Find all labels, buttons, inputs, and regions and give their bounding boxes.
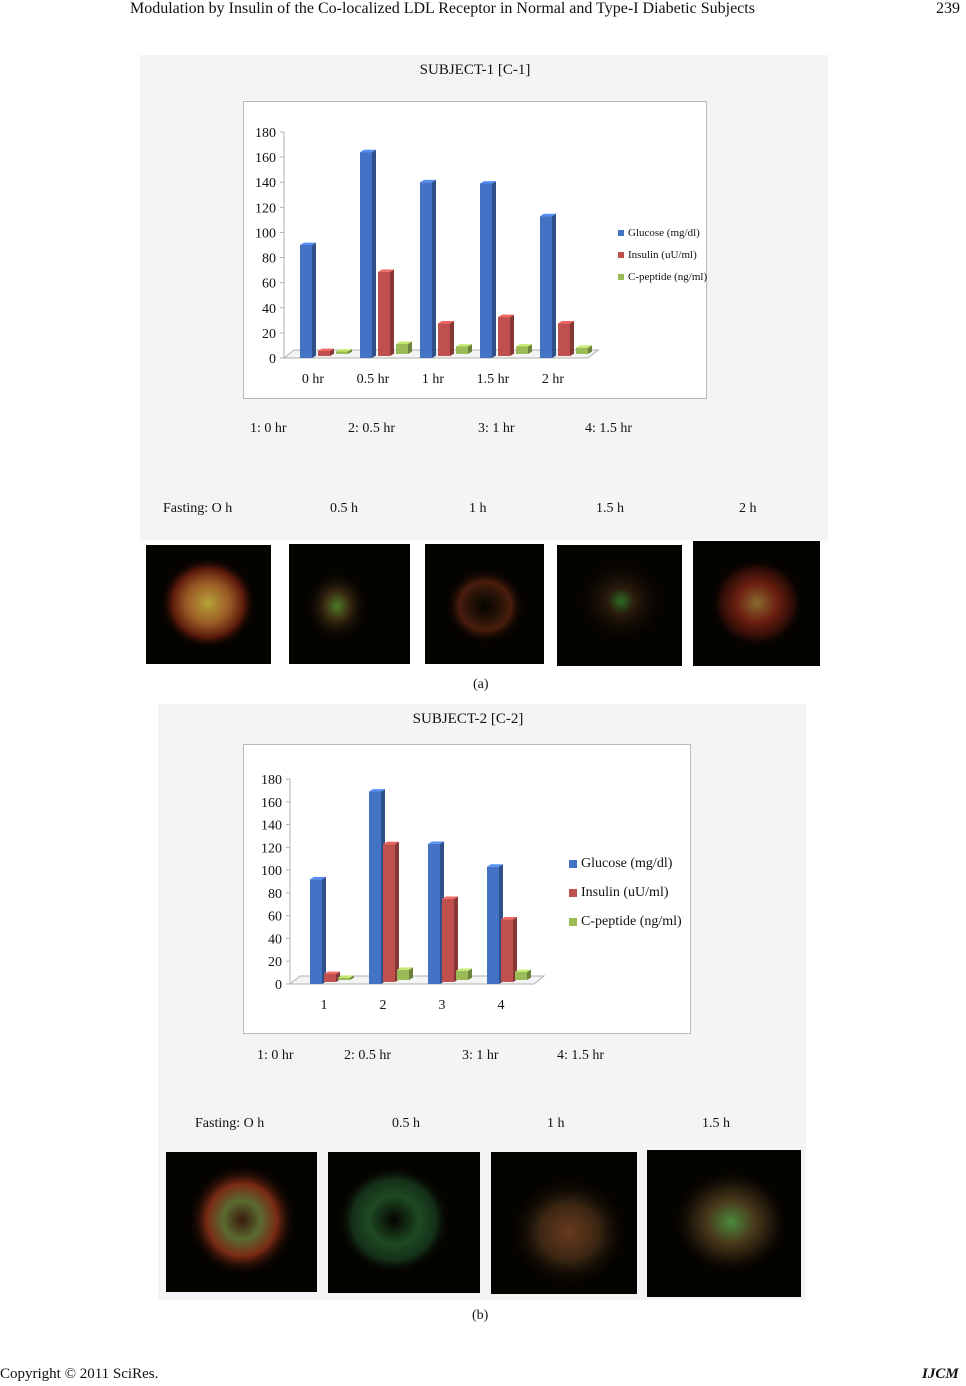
chart-b-x-tick-label: 3 (438, 998, 446, 1013)
chart-b-bar-cpeptide (456, 968, 472, 980)
chart-a-bar-insulin (378, 269, 394, 356)
chart-b-legend (569, 849, 682, 936)
chart-a-bar-face (336, 351, 348, 354)
chart-a-y-tick-label: 60 (262, 276, 276, 292)
chart-a-bar-glucose (360, 150, 376, 358)
caption-a: (a) (473, 677, 489, 692)
chart-a-bar-cpeptide (456, 344, 472, 354)
chart-a-bar-side (390, 269, 394, 356)
chart-b-bar-face (515, 972, 527, 980)
legend-a-insulin-swatch (618, 252, 624, 258)
chart-a-bar-side (510, 315, 514, 356)
chart-a-bar-face (456, 346, 468, 354)
chart-b-bar-face (501, 919, 513, 982)
time-b-0-5h: 0.5 h (392, 1116, 420, 1131)
micrograph-b-4 (647, 1150, 801, 1297)
chart-a-y-tick-label: 0 (269, 352, 276, 367)
chart-b-y-tick-label: 60 (268, 909, 282, 925)
key-b-4: 4: 1.5 hr (557, 1048, 605, 1063)
chart-b-bar-face (397, 970, 409, 980)
micrograph-a-5 (693, 541, 820, 666)
chart-b-bar-face (324, 974, 336, 982)
chart-a-bar-side (312, 243, 316, 358)
chart-a-x-tick-label: 2 hr (541, 372, 565, 387)
legend-b-glucose (569, 849, 682, 878)
chart-b-y-tick-label: 20 (268, 955, 282, 971)
chart-a-bar-face (438, 323, 450, 356)
time-a-1-5h: 1.5 h (596, 501, 624, 516)
chart-a-bar-glucose (480, 181, 496, 358)
legend-b-glucose-swatch (569, 860, 577, 868)
chart-a-x-tick-label: 0.5 hr (356, 372, 390, 387)
chart-b-bar-insulin (442, 896, 458, 982)
key-b-3: 3: 1 hr (462, 1048, 499, 1063)
panel-a-title: SUBJECT-1 [C-1] (419, 62, 531, 78)
chart-b-bar-face (383, 844, 395, 982)
chart-a-bar-side (570, 321, 574, 356)
micrograph-a-1 (146, 545, 271, 664)
chart-a-bar-face (576, 348, 588, 354)
chart-a-legend (618, 222, 707, 288)
chart-b-bar-glucose (369, 789, 385, 984)
chart-a-bar-glucose (420, 180, 436, 358)
chart-b-bar-side (454, 896, 458, 982)
chart-a-bar-face (480, 183, 492, 358)
chart-a-y-tick-label: 100 (255, 226, 276, 242)
chart-b-bar-side (395, 842, 399, 982)
chart-a-bar-insulin (498, 315, 514, 356)
journal-name: IJCM (922, 1366, 959, 1382)
time-a-2h: 2 h (739, 501, 757, 516)
chart-b-y-tick-label: 140 (261, 818, 282, 834)
legend-a-insulin-label: Insulin (uU/ml) (628, 249, 697, 261)
chart-a-y-tick-label: 40 (262, 301, 276, 317)
chart-a-bar-side (432, 180, 436, 358)
chart-a-bar-glucose (540, 214, 556, 358)
micrograph-a-3 (425, 544, 544, 664)
chart-a-bar-side (372, 150, 376, 358)
chart-a-bar-face (360, 152, 372, 358)
key-a-2: 2: 0.5 hr (348, 421, 396, 436)
micrograph-a-2 (289, 544, 410, 664)
key-a-1: 1: 0 hr (250, 421, 287, 436)
chart-b-bar-cpeptide (515, 970, 531, 980)
chart-b-y-tick-label: 180 (261, 773, 282, 788)
micrograph-b-1 (166, 1152, 317, 1292)
chart-b-y-tick-label: 0 (275, 978, 282, 993)
chart-b-y-tick-label: 120 (261, 841, 282, 857)
chart-b-bar-glucose (310, 877, 326, 984)
micrograph-b-3 (491, 1152, 637, 1294)
chart-a-bar-cpeptide (516, 344, 532, 354)
chart-b-bar-face (338, 978, 350, 980)
chart-b-x-tick-label: 4 (497, 998, 505, 1013)
time-a-0-5h: 0.5 h (330, 501, 358, 516)
chart-a-x-tick-label: 1 hr (421, 372, 445, 387)
legend-a-glucose (618, 222, 707, 244)
chart-a-bar-face (540, 216, 552, 358)
chart-b-bar-insulin (501, 917, 517, 982)
legend-a-cpeptide (618, 266, 707, 288)
micrograph-a-4 (557, 545, 682, 666)
time-a-1h: 1 h (469, 501, 487, 516)
chart-b-x-tick-label: 2 (379, 998, 387, 1013)
time-a-fasting: Fasting: O h (163, 501, 233, 516)
chart-b-bar-face (456, 971, 468, 980)
chart-a-y-tick-label: 160 (255, 151, 276, 167)
time-b-1h: 1 h (547, 1116, 565, 1131)
chart-a-bar-face (300, 245, 312, 358)
chart-b-bar-face (487, 867, 499, 984)
chart-b-y-tick-label: 100 (261, 864, 282, 880)
chart-b-bar-insulin (324, 972, 340, 982)
chart-a-bar-face (498, 317, 510, 356)
chart-a-bar-face (378, 272, 390, 356)
chart-a-y-tick-label: 120 (255, 201, 276, 217)
chart-a-frame (243, 101, 707, 399)
key-a-3: 3: 1 hr (478, 421, 515, 436)
running-header: Modulation by Insulin of the Co-localized LDL Receptor in Normal and Type-I Diabetic Subjects (130, 0, 755, 17)
chart-a-bar-insulin (318, 349, 334, 356)
chart-b-bar-face (369, 792, 381, 984)
legend-b-glucose-label: Glucose (mg/dl) (581, 855, 673, 871)
chart-a-bar-side (552, 214, 556, 358)
chart-a-bar-side (450, 321, 454, 356)
chart-a-bar-insulin (438, 321, 454, 356)
legend-a-glucose-swatch (618, 230, 624, 236)
chart-a-bar-glucose (300, 243, 316, 358)
chart-b-frame (243, 744, 691, 1034)
chart-b-bar-glucose (487, 864, 503, 984)
legend-a-cpeptide-swatch (618, 274, 624, 280)
key-b-1: 1: 0 hr (257, 1048, 294, 1063)
legend-b-insulin-swatch (569, 889, 577, 897)
key-a-4: 4: 1.5 hr (585, 421, 633, 436)
chart-b-bar-face (310, 879, 322, 984)
chart-a-bar-face (516, 346, 528, 354)
legend-b-cpeptide (569, 907, 682, 936)
chart-b-y-tick-label: 40 (268, 932, 282, 948)
caption-b: (b) (472, 1308, 489, 1323)
key-b-2: 2: 0.5 hr (344, 1048, 392, 1063)
chart-a-y-tick-label: 80 (262, 251, 276, 267)
micrograph-b-2 (328, 1152, 480, 1293)
chart-a-bar-cpeptide (396, 342, 412, 354)
chart-a-bar-side (492, 181, 496, 358)
chart-b-bar-face (428, 844, 440, 984)
chart-b-bar-glucose (428, 842, 444, 984)
legend-a-glucose-label: Glucose (mg/dl) (628, 227, 700, 239)
chart-b-x-tick-label: 1 (320, 998, 328, 1013)
chart-a-y-tick-label: 20 (262, 326, 276, 342)
legend-b-cpeptide-label: C-peptide (ng/ml) (581, 913, 682, 929)
chart-a-bar-face (420, 182, 432, 358)
page-number: 239 (936, 0, 960, 17)
time-b-fasting: Fasting: O h (195, 1116, 265, 1131)
legend-a-cpeptide-label: C-peptide (ng/ml) (628, 271, 708, 283)
legend-b-insulin-label: Insulin (uU/ml) (581, 884, 669, 900)
chart-b-y-tick-label: 80 (268, 886, 282, 902)
legend-a-insulin (618, 244, 707, 266)
chart-a-y-tick-label: 180 (255, 126, 276, 141)
chart-a-bar-face (396, 344, 408, 354)
chart-a-bar-insulin (558, 321, 574, 356)
copyright-notice: Copyright © 2011 SciRes. (0, 1366, 159, 1382)
chart-b-bar-face (442, 899, 454, 982)
chart-b-y-tick-label: 160 (261, 795, 282, 811)
time-b-1-5h: 1.5 h (702, 1116, 730, 1131)
chart-a-bar-face (558, 323, 570, 356)
chart-a-bar-cpeptide (576, 345, 592, 354)
chart-a-bar-face (318, 351, 330, 356)
chart-a-x-tick-label: 1.5 hr (476, 372, 510, 387)
chart-a-x-tick-label: 0 hr (301, 372, 325, 387)
legend-b-insulin (569, 878, 682, 907)
panel-b-title: SUBJECT-2 [C-2] (412, 711, 524, 727)
chart-b-bar-side (322, 877, 326, 984)
chart-a-y-tick-label: 140 (255, 176, 276, 192)
chart-b-bar-insulin (383, 842, 399, 982)
legend-b-cpeptide-swatch (569, 918, 577, 926)
chart-b-bar-cpeptide (397, 967, 413, 980)
